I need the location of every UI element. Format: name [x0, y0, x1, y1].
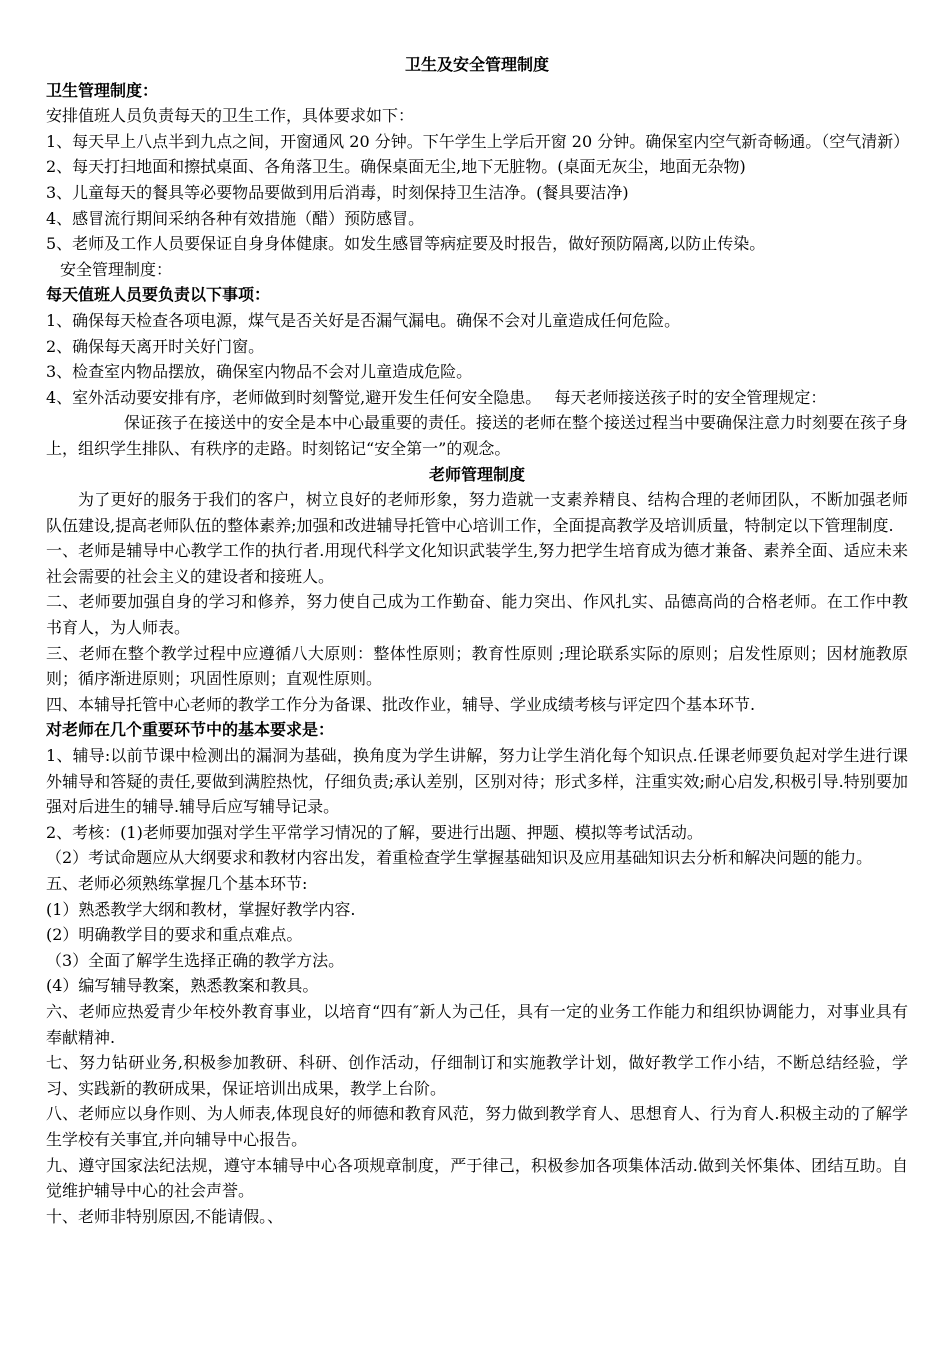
hygiene-item: 3、儿童每天的餐具等必要物品要做到用后消毒，时刻保持卫生洁净。(餐具要洁净) [46, 182, 629, 202]
hygiene-item: 2、每天打扫地面和擦拭桌面、各角落卫生。确保桌面无尘,地下无脏物。(桌面无灰尘，地面无杂物) [46, 157, 746, 177]
basic-step-item: (1）熟悉教学大纲和教材，掌握好教学内容. [46, 899, 356, 919]
safety-item: 1、确保每天检查各项电源，煤气是否关好是否漏气漏电。确保不会对儿童造成任何危险。 [46, 310, 681, 330]
safety-item: 2、确保每天离开时关好门窗。 [46, 336, 265, 356]
basic-step-item: (2）明确教学目的要求和重点难点。 [46, 925, 303, 945]
teacher-rule: 一、老师是辅导中心教学工作的执行者.用现代科学文化知识武装学生,努力把学生培育成为德才兼备、素养全面、适应未来社会需要的社会主义的建设者和接班人。 [46, 541, 908, 586]
hygiene-heading: 卫生管理制度： [46, 80, 159, 100]
teacher-rule: 二、老师要加强自身的学习和修养，努力使自己成为工作勤奋、能力突出、作风扎实、品德高尚的合格老师。在工作中教书育人，为人师表。 [46, 592, 908, 638]
teacher-rule: 三、老师在整个教学过程中应遵循八大原则：整体性原则；教育性原则 ;理论联系实际的原则；启发性原则；因材施教原则；循序渐进原则；巩固性原则；直观性原则。 [46, 643, 908, 689]
teacher-rule: 五、老师必须熟练掌握几个基本环节: [46, 874, 308, 893]
safety-item: 3、检查室内物品摆放，确保室内物品不会对儿童造成危险。 [46, 362, 473, 382]
safety-duty-heading: 每天值班人员要负责以下事项： [46, 285, 271, 305]
hygiene-item: 5、老师及工作人员要保证自身身体健康。如发生感冒等病症要及时报告，做好预防隔离,以防止传染。 [46, 234, 766, 254]
key-requirements-heading: 对老师在几个重要环节中的基本要求是： [46, 720, 335, 740]
hygiene-item: 4、感冒流行期间采纳各种有效措施（醋）预防感冒。 [46, 208, 425, 228]
tutoring-requirement: 1、辅导:以前节课中检测出的漏洞为基础，换角度为学生讲解，努力让学生消化每个知识点.任课老师要负起对学生进行课外辅导和答疑的责任,要做到满腔热忱，仔细负责;承认差别，区别对待；形式多样，注重实效;耐心启发,积极引导.特别要加强对后进生的辅导.辅导后应写辅导记录。 [46, 746, 908, 817]
teacher-rule: 九、遵守国家法纪法规，遵守本辅导中心各项规章制度，严于律己，积极参加各项集体活动.做到关怀集体、团结互助。自觉维护辅导中心的社会声誉。 [46, 1155, 908, 1201]
teacher-section-title: 老师管理制度 [428, 464, 525, 484]
safety-item: 4、室外活动要安排有序，老师做到时刻警觉,避开发生任何安全隐患。 每天老师接送孩子时的安全管理规定： [46, 387, 827, 407]
safety-heading: 安全管理制度： [60, 259, 173, 279]
pickup-paragraph: 保证孩子在接送中的安全是本中心最重要的责任。接送的老师在整个接送过程当中要确保注意力时刻要在孩子身上，组织学生排队、有秩序的走路。时刻铭记“安全第一”的观念。 [46, 413, 909, 458]
teacher-intro: 为了更好的服务于我们的客户，树立良好的老师形象，努力造就一支素养精良、结构合理的老师团队，不断加强老师队伍建设,提高老师队伍的整体素养;加强和改进辅导托管中心培训工作，全面提高教学及培训质量，特制定以下管理制度. [46, 490, 908, 535]
assessment-requirement: 2、考核：(1)老师要加强对学生平常学习情况的了解，要进行出题、押题、模拟等考试活动。 [46, 822, 703, 842]
assessment-requirement-2: （2）考试命题应从大纲要求和教材内容出发，着重检查学生掌握基础知识及应用基础知识去分析和解决问题的能力。 [46, 848, 873, 868]
hygiene-intro: 安排值班人员负责每天的卫生工作，具体要求如下： [46, 106, 415, 126]
basic-step-item: （3）全面了解学生选择正确的教学方法。 [46, 950, 345, 970]
basic-step-item: (4）编写辅导教案，熟悉教案和教具。 [46, 976, 319, 996]
teacher-rule: 七、努力钻研业务,积极参加教研、科研、创作活动，仔细制订和实施教学计划，做好教学工作小结，不断总结经验，学习、实践新的教研成果，保证培训出成果，教学上台阶。 [46, 1053, 908, 1098]
document-page [46, 52, 908, 1229]
teacher-rule: 十、老师非特别原因,不能请假。、 [46, 1206, 284, 1226]
document-title: 卫生及安全管理制度 [404, 55, 549, 74]
teacher-rule: 四、本辅导托管中心老师的教学工作分为备课、批改作业，辅导、学业成绩考核与评定四个基本环节. [46, 694, 756, 714]
teacher-rule: 六、老师应热爱青少年校外教育事业，以培育“四有″新人为己任，具有一定的业务工作能力和组织协调能力，对事业具有奉献精神. [46, 1001, 908, 1047]
hygiene-item: 1、每天早上八点半到九点之间，开窗通风 20 分钟。下午学生上学后开窗 20 分钟。确保室内空气新奇畅通。（空气清新） [46, 131, 910, 151]
teacher-rule: 八、老师应以身作则、为人师表,体现良好的师德和教育风范，努力做到教学育人、思想育人、行为育人.积极主动的了解学生学校有关事宜,并向辅导中心报告。 [46, 1104, 908, 1149]
